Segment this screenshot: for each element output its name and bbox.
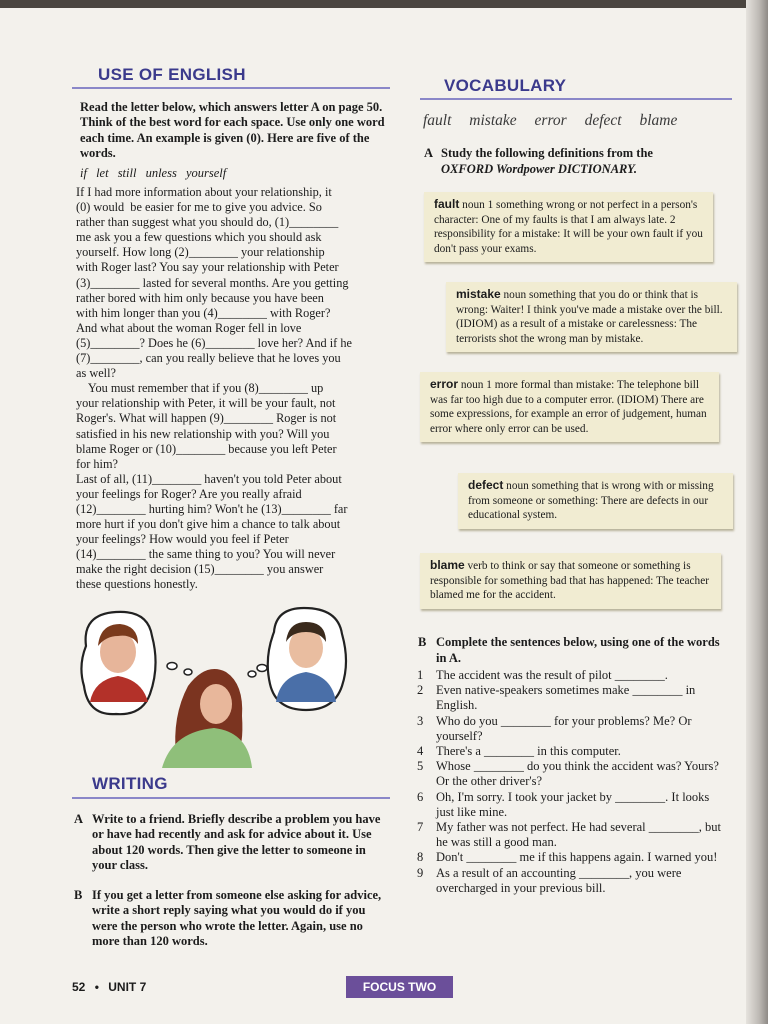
unit-label: UNIT 7 (108, 980, 147, 994)
headword: mistake (456, 287, 501, 301)
page-number: 52 (72, 980, 86, 994)
sentence-item (417, 820, 727, 850)
letter-line: make the right decision (15)________ you answer (76, 562, 324, 577)
section-a-instruction-line: Study the following definitions from the (441, 146, 653, 160)
vocabulary-section-a (424, 146, 724, 177)
task-letter: B (74, 888, 83, 902)
thinking-people-illustration (76, 606, 356, 768)
section-letter: A (424, 146, 434, 160)
letter-line: Last of all, (11)________ haven't you told Peter about (76, 471, 342, 486)
use-of-english-instruction: Read the letter below, which answers letter A on page 50. Think of the best word for each space. Use only one word each time. An example is given (0). Here are five of the words. (80, 100, 385, 161)
definition-text: verb to think or say that someone or something is responsible for something bad that has happened: The teacher blamed me for the accident. (430, 560, 709, 602)
sentence-number: 9 (417, 865, 424, 880)
letter-line: blame Roger or (10)________ because you left Peter (76, 441, 337, 456)
vocabulary-rule (420, 98, 732, 100)
letter-line: me ask you a few questions which you should ask (76, 230, 322, 245)
task-text: If you get a letter from someone else asking for advice, write a short reply saying what you would do if you were the person who wrote the letter. Again, use no more than 120 words. (92, 888, 382, 949)
vocab-word: fault (423, 112, 452, 129)
dictionary-title: OXFORD Wordpower DICTIONARY. (441, 161, 637, 176)
letter-line: (12)________ hurting him? Won't he (13)________ far (76, 501, 348, 516)
sentence-item (417, 744, 727, 759)
sentence-text: Whose ________ do you think the accident was? Yours? Or the other driver's? (436, 759, 719, 789)
focus-two-badge: FOCUS TWO (346, 976, 453, 998)
letter-text (76, 185, 394, 593)
sentence-text: The accident was the result of pilot ________. (436, 668, 668, 682)
vocab-word: error (534, 112, 567, 129)
sentence-number: 8 (417, 850, 424, 865)
vocab-word: defect (584, 112, 622, 129)
sentence-text: Who do you ________ for your problems? Me? Or yourself? (436, 713, 692, 743)
definition-card-error (420, 372, 719, 442)
sentence-text: There's a ________ in this computer. (436, 744, 621, 759)
headword: error (430, 377, 459, 391)
letter-line: with Roger last? You say your relationship with Peter (76, 260, 339, 275)
thought-dot (184, 669, 192, 675)
letter-line: your relationship with Peter, it will be your fault, not (76, 396, 336, 411)
letter-line: as well? (76, 366, 116, 381)
letter-line: (5)________? Does he (6)________ love her? And if he (76, 335, 352, 350)
footer-separator: • (94, 980, 99, 994)
letter-line: (14)________ the same thing to you? You will never (76, 547, 336, 562)
use-of-english-rule (72, 87, 390, 89)
writing-task-a (74, 812, 384, 874)
sentence-number: 1 (417, 668, 424, 682)
letter-line: If I had more information about your relationship, it (76, 185, 332, 199)
letter-line: And what about the woman Roger fell in love (76, 320, 302, 335)
use-of-english-heading: USE OF ENGLISH (98, 65, 246, 84)
page-footer (72, 980, 146, 994)
letter-line: these questions honestly. (76, 577, 198, 592)
textbook-page (0, 8, 756, 1024)
headword: fault (434, 197, 460, 211)
writing-rule (72, 797, 390, 799)
letter-line: for him? (76, 456, 119, 471)
task-letter: A (74, 812, 84, 826)
writing-heading: WRITING (92, 774, 168, 793)
letter-line: (0) would be easier for me to give you advice. So (76, 200, 322, 215)
vocabulary-word-list (423, 112, 691, 130)
sentence-number: 7 (417, 820, 424, 835)
definition-text: noun something that you do or think that is wrong: Waiter! I think you've made a mistake over the bill. (IDIOM) as a result of a mistake or carelessness: The terrorists shot the wrong man by mistake. (456, 289, 723, 345)
definition-text: noun something that is wrong with or missing from someone or something: There are defects in our educational system. (468, 480, 714, 522)
vocabulary-section-b (418, 635, 728, 666)
letter-line: your feelings? How would you feel if Peter (76, 532, 289, 547)
definition-card-blame (420, 553, 721, 609)
sentence-number: 4 (417, 744, 424, 759)
sentence-number: 3 (417, 713, 424, 728)
sentence-number: 5 (417, 759, 424, 774)
sentence-text: Even native-speakers sometimes make ________ in English. (436, 683, 696, 713)
sentence-item (417, 759, 727, 789)
woman-face (200, 684, 232, 724)
headword: defect (468, 478, 504, 492)
sentence-number: 6 (417, 789, 424, 804)
sentence-item (417, 683, 727, 713)
definition-card-mistake (446, 282, 737, 352)
sentence-text: As a result of an accounting ________, you were overcharged in your previous bill. (436, 865, 682, 895)
letter-line: rather bored with him only because you have been (76, 290, 324, 305)
letter-line: more hurt if you don't give him a chance to talk about (76, 517, 341, 532)
task-text: Write to a friend. Briefly describe a problem you have or have had recently and ask for advice about it. Use about 120 words. Then give the letter to someone in your class. (92, 812, 381, 873)
letter-line: yourself. How long (2)________ your relationship (76, 245, 325, 260)
page-edge-shadow (746, 0, 768, 1024)
sentence-number: 2 (417, 683, 424, 698)
thought-dot (248, 671, 256, 677)
letter-line: (7)________, can you really believe that he loves you (76, 351, 341, 366)
sentence-item (417, 850, 727, 865)
vocabulary-heading: VOCABULARY (444, 76, 567, 95)
word-list: if let still unless yourself (80, 166, 227, 180)
sentence-list (417, 668, 727, 896)
sentence-text: Oh, I'm sorry. I took your jacket by ________. It looks just like mine. (436, 789, 710, 819)
thought-dot (167, 663, 177, 670)
thought-dot (257, 665, 267, 672)
sentence-text: My father was not perfect. He had several ________, but he was still a good man. (436, 820, 721, 850)
definition-card-defect (458, 473, 733, 529)
letter-line: Roger's. What will happen (9)________ Roger is not (76, 411, 337, 426)
sentence-item (417, 668, 727, 683)
letter-line: (3)________ lasted for several months. Are you getting (76, 275, 349, 290)
definition-text: noun 1 something wrong or not perfect in a person's character: One of my faults is that I am always late. 2 responsibility for a mistake: It will be your own fault if you don't pass your exams. (434, 199, 703, 255)
section-a-instruction (424, 146, 724, 177)
sentence-item (417, 714, 727, 744)
definition-card-fault (424, 192, 713, 262)
section-b-instruction: Complete the sentences below, using one of the words in A. (436, 635, 720, 665)
vocab-word: mistake (469, 112, 517, 129)
letter-line: satisfied in his new relationship with you? Will you (76, 426, 330, 441)
sentence-item (417, 790, 727, 820)
vocab-word: blame (639, 112, 678, 129)
letter-line: with him longer than you (4)________ with Roger? (76, 305, 331, 320)
sentence-text: Don't ________ me if this happens again. I warned you! (436, 850, 718, 865)
letter-line: your feelings for Roger? Are you really afraid (76, 486, 302, 501)
sentence-item (417, 866, 727, 896)
definition-text: noun 1 more formal than mistake: The telephone bill was far too high due to a computer error. (IDIOM) There are some expressions, for example an error of judgement, human error where only error can be used. (430, 379, 707, 435)
section-letter: B (418, 635, 427, 649)
headword: blame (430, 558, 465, 572)
letter-line: You must remember that if you (8)________ up (76, 381, 324, 396)
writing-task-b (74, 888, 384, 950)
letter-line: rather than suggest what you should do, (1)________ (76, 215, 339, 230)
